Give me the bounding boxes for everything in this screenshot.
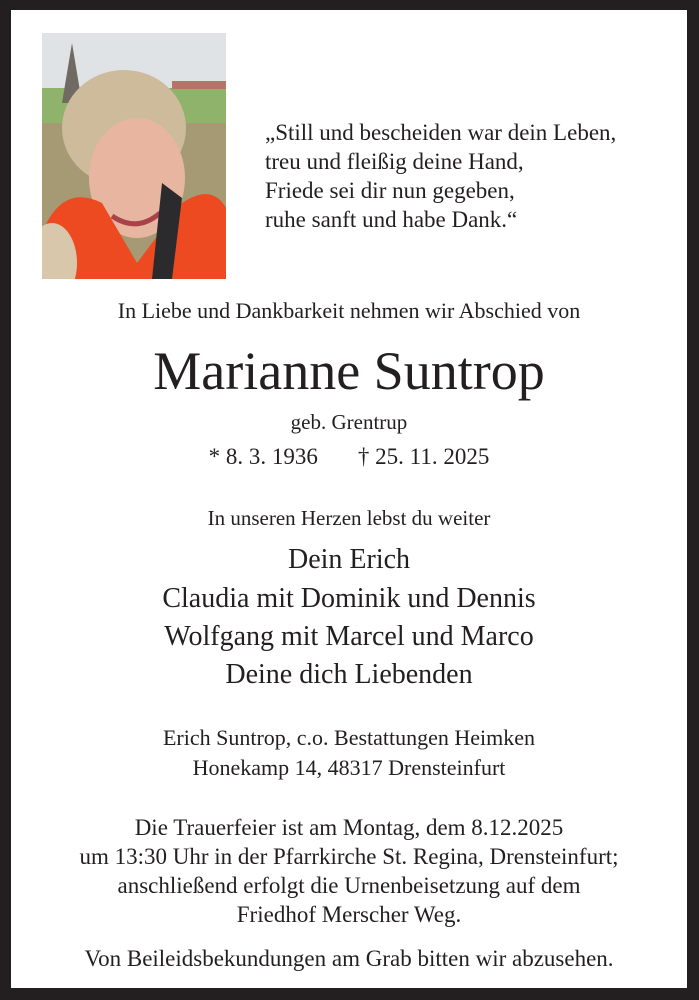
quote-line: ruhe sanft und habe Dank.“	[265, 207, 518, 232]
intro-text: In Liebe und Dankbarkeit nehmen wir Abschied von	[117, 298, 581, 323]
quote-line: treu und fleißig deine Hand,	[265, 149, 524, 174]
death-date: † 25. 11. 2025	[357, 444, 490, 469]
mourner-line: Deine dich Liebenden	[225, 659, 473, 690]
quote	[265, 118, 616, 234]
maiden-name: geb. Grentrup	[290, 410, 408, 434]
closing-note: Von Beileidsbekundungen am Grab bitten wir abzusehen.	[84, 946, 614, 971]
birth-date: * 8. 3. 1936	[208, 444, 318, 469]
deceased-name: Marianne Suntrop	[153, 341, 545, 401]
ceremony-line: um 13:30 Uhr in der Pfarrkirche St. Regina, Drensteinfurt;	[79, 844, 619, 869]
mourner-line: Dein Erich	[287, 544, 411, 575]
quote-line: „Still und bescheiden war dein Leben,	[265, 120, 617, 145]
life-dates	[11, 444, 687, 470]
ceremony-line: Friedhof Merscher Weg.	[236, 902, 462, 927]
mourner-line: Wolfgang mit Marcel und Marco	[164, 621, 534, 652]
address-line: Erich Suntrop, c.o. Bestattungen Heimken	[162, 725, 536, 750]
remembrance-text: In unseren Herzen lebst du weiter	[207, 506, 491, 530]
ceremony-line: anschließend erfolgt die Urnenbeisetzung auf dem	[117, 873, 581, 898]
quote-line: Friede sei dir nun gegeben,	[265, 178, 515, 203]
portrait-photo	[42, 33, 226, 279]
mourner-line: Claudia mit Dominik und Dennis	[162, 583, 536, 614]
ceremony-line: Die Trauerfeier ist am Montag, dem 8.12.2025	[134, 815, 564, 840]
address-line: Honekamp 14, 48317 Drensteinfurt	[192, 755, 506, 780]
obituary-card	[11, 10, 687, 988]
